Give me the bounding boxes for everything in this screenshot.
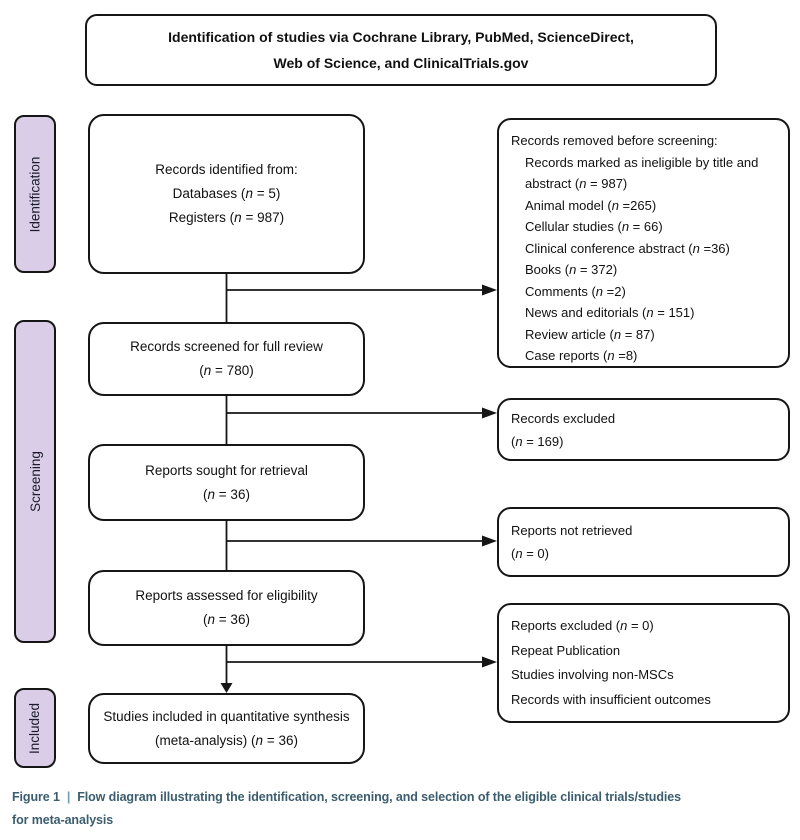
box-text-line: Clinical conference abstract (n =36)	[525, 240, 730, 256]
side-box-records-removed	[497, 118, 790, 368]
arrowhead-records-excluded-icon	[482, 408, 497, 419]
box-text-line: (meta-analysis) (n = 36)	[155, 732, 298, 748]
box-text-line: (n = 169)	[511, 433, 564, 449]
diagram-title-box	[85, 14, 717, 86]
box-text-line: Records with insufficient outcomes	[511, 691, 711, 707]
box-text-line: Review article (n = 87)	[525, 326, 655, 342]
diagram-title-line-2: Web of Science, and ClinicalTrials.gov	[273, 55, 529, 71]
box-text-line: Case reports (n =8)	[525, 348, 638, 363]
arrowhead-reports-not-retrieved-icon	[482, 536, 497, 547]
diagram-title-line-1: Identification of studies via Cochrane Library, PubMed, ScienceDirect,	[168, 29, 634, 45]
side-box-records-excluded	[497, 398, 790, 461]
figure-caption-label: Figure 1	[12, 790, 60, 804]
figure-caption-line-1	[12, 786, 794, 809]
box-text-line: Databases (n = 5)	[172, 186, 281, 201]
figure-caption-separator: |	[66, 790, 71, 804]
box-text-line: Records removed before screening:	[511, 133, 718, 148]
flow-box-studies-included	[88, 693, 365, 764]
box-text-line: Reports assessed for eligibility	[135, 588, 318, 603]
arrowhead-records-removed-icon	[482, 285, 497, 296]
box-text-line: (n = 36)	[203, 612, 250, 627]
box-text-line: Records identified from:	[155, 162, 298, 177]
box-text-line: News and editorials (n = 151)	[525, 305, 695, 320]
box-text-line: Studies involving non-MSCs	[511, 667, 674, 682]
stage-label-included-text: Included	[27, 702, 43, 754]
flow-box-reports-assessed	[88, 570, 365, 646]
flow-box-reports-sought	[88, 444, 365, 521]
box-text-line: Reports not retrieved	[511, 523, 633, 538]
box-text-line: Records marked as ineligible by title and abstract (n = 987)	[525, 154, 759, 191]
stage-label-identification	[14, 115, 56, 273]
side-box-reports-not-retrieved	[497, 507, 790, 577]
flow-box-records-screened	[88, 322, 365, 396]
box-text-line: Studies included in quantitative synthesis	[103, 708, 350, 724]
stage-label-screening-text: Screening	[27, 451, 43, 512]
box-text-line: (n = 0)	[511, 546, 549, 561]
box-text-line: Comments (n =2)	[525, 283, 626, 299]
flow-box-records-identified	[88, 114, 365, 274]
stage-label-screening	[14, 320, 56, 643]
box-text-line: Cellular studies (n = 66)	[525, 219, 663, 234]
stage-label-included	[14, 688, 56, 768]
box-text-line: Registers (n = 987)	[168, 210, 285, 225]
figure-caption-line-2: for meta-analysis	[12, 813, 114, 827]
stage-label-identification-text: Identification	[27, 156, 43, 232]
box-text-line: Reports sought for retrieval	[145, 462, 308, 478]
box-text-line: (n = 780)	[199, 363, 254, 378]
figure-caption-text: Flow diagram illustrating the identification, screening, and selection of the eligible clinical trials/studies	[77, 790, 681, 804]
arrowhead-studies-included-icon	[221, 683, 233, 693]
figure-caption	[12, 786, 794, 832]
box-text-line: Records screened for full review	[130, 339, 323, 354]
box-text-line: Animal model (n =265)	[525, 197, 657, 213]
side-box-reports-excluded	[497, 603, 790, 723]
box-text-line: Repeat Publication	[511, 642, 621, 658]
box-text-line: Records excluded	[511, 410, 616, 426]
arrowhead-reports-excluded-icon	[482, 657, 497, 668]
box-text-line: Reports excluded (n = 0)	[511, 618, 654, 633]
box-text-line: (n = 36)	[203, 486, 250, 502]
box-text-line: Books (n = 372)	[525, 262, 618, 277]
